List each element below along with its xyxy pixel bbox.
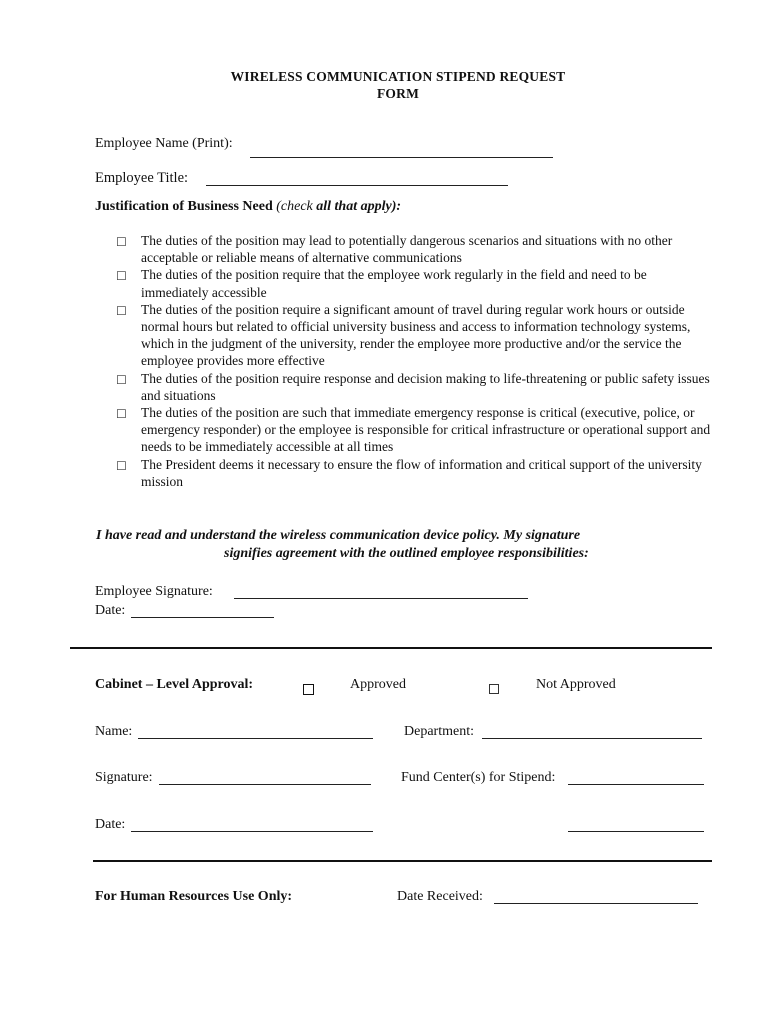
fund-center-label: Fund Center(s) for Stipend: [401, 770, 556, 785]
justification-item-text: The President deems it necessary to ensure the flow of information and critical support of the university mission [141, 456, 702, 489]
checkbox-icon[interactable]: ☐ [116, 235, 127, 249]
justification-item [116, 456, 716, 490]
employee-name-label: Employee Name (Print): [95, 136, 233, 151]
not-approved-label: Not Approved [536, 677, 616, 692]
approver-signature-label: Signature: [95, 770, 153, 785]
hr-use-only-label: For Human Resources Use Only: [95, 889, 293, 904]
department-label: Department: [404, 724, 474, 739]
checkbox-icon[interactable]: ☐ [116, 458, 127, 473]
justification-item [116, 404, 716, 456]
fund-center-field-2[interactable] [568, 831, 704, 832]
approver-name-label: Name: [95, 724, 133, 739]
justification-heading-bold: Justification of Business Need [95, 199, 273, 214]
employee-signature-label: Employee Signature: [95, 584, 213, 599]
form-title-line2: FORM [376, 86, 420, 101]
checkbox-icon[interactable]: ☐ [116, 303, 127, 318]
cabinet-approval-label: Cabinet – Level Approval: [95, 677, 254, 692]
approver-signature-field[interactable] [159, 784, 371, 785]
justification-heading [95, 199, 401, 215]
justification-item [116, 370, 716, 404]
justification-item-text: The duties of the position are such that immediate emergency response is critical (executive, police, or emergency responder) or the employee is responsible for critical infrastructure or operational support and needs to be immediately accessible at all times [141, 405, 711, 455]
employee-date-label: Date: [95, 603, 126, 618]
checkbox-icon[interactable]: ☐ [116, 372, 127, 387]
checkbox-icon[interactable]: ☐ [116, 269, 127, 284]
justification-heading-italic: (check [276, 199, 313, 214]
employee-name-field[interactable] [250, 157, 553, 158]
section-divider [93, 860, 712, 862]
section-divider [70, 647, 712, 649]
department-field[interactable] [482, 738, 702, 739]
not-approved-checkbox[interactable] [489, 680, 499, 698]
checkbox-icon [303, 684, 314, 695]
checkbox-icon [489, 684, 499, 694]
employee-signature-field[interactable] [234, 598, 528, 599]
approval-date-field[interactable] [131, 831, 373, 832]
justification-heading-bold-italic: all that apply): [316, 199, 402, 214]
signature-statement-line1: I have read and understand the wireless communication device policy. My signature [96, 528, 581, 543]
date-received-label: Date Received: [397, 889, 483, 904]
approver-name-field[interactable] [138, 738, 373, 739]
justification-item-text: The duties of the position require response and decision making to life-threatening or public safety issues and situations [141, 370, 710, 403]
justification-item-text: The duties of the position may lead to potentially dangerous scenarios and situations with no other acceptable or reliable means of alternative communications [141, 233, 673, 266]
justification-item [116, 232, 716, 266]
approval-date-label: Date: [95, 817, 126, 832]
employee-title-field[interactable] [206, 185, 508, 186]
justification-item-text: The duties of the position require a significant amount of travel during regular work hours or outside normal hours but related to official university business and access to information technology systems, which in the judgment of the university, render the employee more productive and/or the service the employee provides more effective [141, 301, 691, 369]
approved-label: Approved [350, 677, 406, 692]
approved-checkbox[interactable] [303, 680, 314, 698]
justification-item [116, 266, 716, 300]
form-title-line1: WIRELESS COMMUNICATION STIPEND REQUEST [230, 69, 566, 84]
employee-title-label: Employee Title: [95, 170, 189, 186]
date-received-field[interactable] [494, 903, 698, 904]
justification-item [116, 301, 716, 370]
fund-center-field-1[interactable] [568, 784, 704, 785]
checkbox-icon[interactable]: ☐ [116, 407, 127, 422]
employee-date-field[interactable] [131, 617, 274, 618]
signature-statement-line2: signifies agreement with the outlined employee responsibilities: [224, 546, 589, 561]
justification-checklist [116, 232, 716, 490]
justification-item-text: The duties of the position require that the employee work regularly in the field and need to be immediately accessible [141, 267, 647, 300]
